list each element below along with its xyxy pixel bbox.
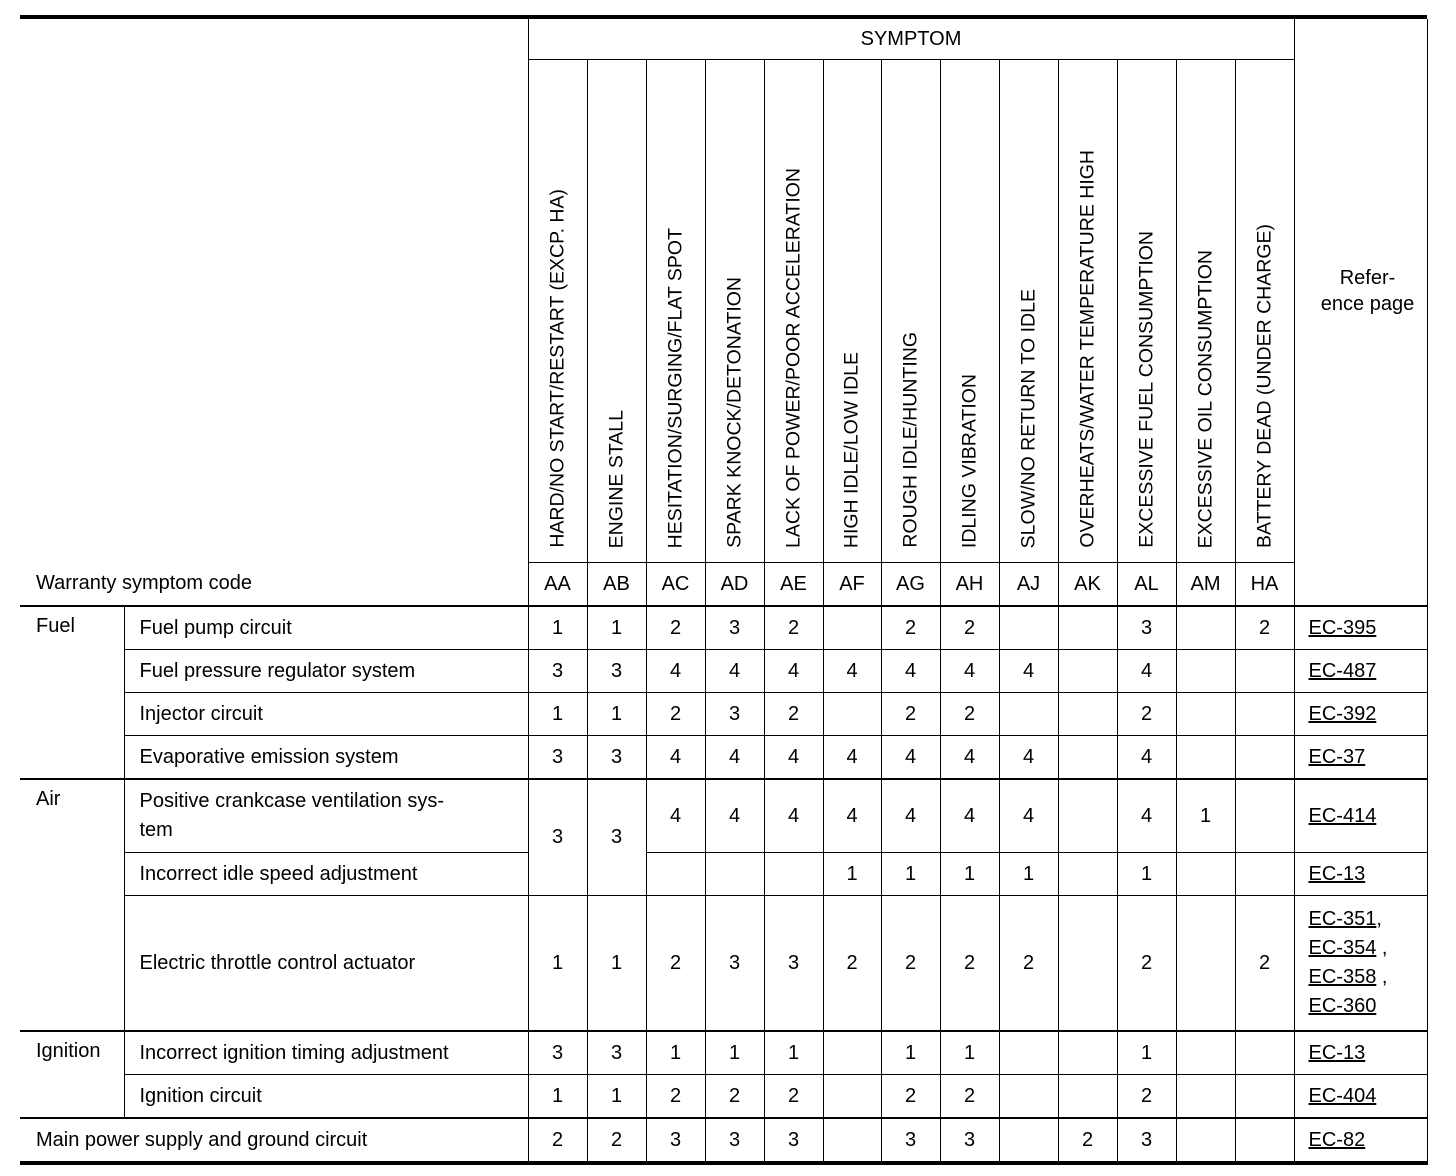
symptom-header: BATTERY DEAD (UNDER CHARGE) [1235, 60, 1294, 563]
matrix-cell [1176, 1118, 1235, 1163]
reference-link[interactable]: EC-82 [1308, 1128, 1366, 1151]
matrix-cell: 4 [646, 779, 705, 853]
matrix-cell: 4 [764, 736, 823, 780]
matrix-cell [1058, 650, 1117, 693]
matrix-cell [999, 1075, 1058, 1119]
symptom-header: EXCESSIVE FUEL CONSUMPTION [1117, 60, 1176, 563]
warranty-code: AA [528, 563, 587, 607]
row-item: Evaporative emission system [124, 736, 528, 780]
group-label-air: Air [20, 779, 124, 1031]
matrix-cell: 2 [1235, 896, 1294, 1032]
reference-link[interactable]: EC-360 [1308, 995, 1377, 1017]
warranty-code: AK [1058, 563, 1117, 607]
reference-link[interactable]: EC-358 [1308, 966, 1377, 988]
matrix-cell: 2 [1117, 1075, 1176, 1119]
matrix-cell [1176, 896, 1235, 1032]
reference-link[interactable]: EC-13 [1308, 862, 1366, 885]
matrix-cell [1058, 896, 1117, 1032]
matrix-cell: 3 [1117, 1118, 1176, 1163]
row-item: Incorrect ignition timing adjustment [124, 1031, 528, 1075]
reference-link[interactable]: EC-404 [1308, 1084, 1377, 1107]
matrix-cell [1176, 693, 1235, 736]
matrix-cell: 3 [528, 736, 587, 780]
matrix-cell [764, 853, 823, 896]
reference-page-header [1294, 19, 1427, 563]
warranty-code: AD [705, 563, 764, 607]
matrix-cell: 3 [705, 606, 764, 650]
matrix-cell: 4 [999, 650, 1058, 693]
row-item: Fuel pressure regulator system [124, 650, 528, 693]
matrix-cell: 2 [823, 896, 881, 1032]
matrix-cell [1176, 1031, 1235, 1075]
warranty-code: HA [1235, 563, 1294, 607]
matrix-cell: 2 [646, 896, 705, 1032]
matrix-cell: 3 [881, 1118, 940, 1163]
symptom-header: HIGH IDLE/LOW IDLE [823, 60, 881, 563]
matrix-cell [1235, 1118, 1294, 1163]
matrix-cell: 2 [940, 693, 999, 736]
matrix-cell: 1 [999, 853, 1058, 896]
matrix-cell: 3 [940, 1118, 999, 1163]
matrix-cell: 4 [823, 650, 881, 693]
matrix-cell: 2 [646, 693, 705, 736]
row-item: Electric throttle control actuator [124, 896, 528, 1032]
matrix-cell: 3 [764, 896, 823, 1032]
matrix-cell: 4 [1117, 650, 1176, 693]
matrix-cell [1176, 853, 1235, 896]
matrix-cell: 2 [764, 1075, 823, 1119]
matrix-cell: 3 [646, 1118, 705, 1163]
matrix-cell [823, 1031, 881, 1075]
group-label-ignition: Ignition [20, 1031, 124, 1118]
matrix-cell [1235, 736, 1294, 780]
symptom-header: ENGINE STALL [587, 60, 646, 563]
header-blank [20, 19, 528, 563]
matrix-cell: 1 [1117, 853, 1176, 896]
matrix-cell [1235, 779, 1294, 853]
matrix-cell: 2 [764, 606, 823, 650]
matrix-cell: 3 [705, 896, 764, 1032]
row-item: Incorrect idle speed adjustment [124, 853, 528, 896]
warranty-code: AC [646, 563, 705, 607]
symptom-header: EXCESSIVE OIL CONSUMPTION [1176, 60, 1235, 563]
warranty-code: AH [940, 563, 999, 607]
matrix-cell: 4 [881, 650, 940, 693]
matrix-cell: 2 [881, 896, 940, 1032]
matrix-cell: 4 [881, 736, 940, 780]
warranty-code-label: Warranty symptom code [20, 563, 528, 607]
row-item: Injector circuit [124, 693, 528, 736]
matrix-cell: 2 [764, 693, 823, 736]
matrix-cell [999, 606, 1058, 650]
matrix-cell: 4 [1117, 779, 1176, 853]
matrix-cell: 2 [881, 606, 940, 650]
matrix-cell: 1 [881, 853, 940, 896]
warranty-code: AB [587, 563, 646, 607]
symptom-title: SYMPTOM [528, 19, 1294, 60]
matrix-cell: 2 [646, 1075, 705, 1119]
matrix-cell [999, 1118, 1058, 1163]
symptom-header: HESITATION/SURGING/FLAT SPOT [646, 60, 705, 563]
matrix-cell: 1 [881, 1031, 940, 1075]
reference-link[interactable]: EC-392 [1308, 702, 1377, 725]
matrix-cell [999, 1031, 1058, 1075]
matrix-cell [1176, 606, 1235, 650]
matrix-cell [1058, 736, 1117, 780]
matrix-cell: 4 [881, 779, 940, 853]
row-item-line2: tem [139, 819, 173, 841]
matrix-cell: 4 [705, 779, 764, 853]
matrix-cell [823, 1118, 881, 1163]
reference-link[interactable]: EC-414 [1308, 804, 1377, 827]
matrix-cell [1058, 1031, 1117, 1075]
matrix-cell: 4 [999, 736, 1058, 780]
matrix-cell: 1 [940, 1031, 999, 1075]
reference-link[interactable]: EC-37 [1308, 745, 1366, 768]
matrix-cell: 4 [764, 650, 823, 693]
matrix-cell: 4 [705, 736, 764, 780]
matrix-cell: 1 [940, 853, 999, 896]
symptom-header: ROUGH IDLE/HUNTING [881, 60, 940, 563]
matrix-cell [1058, 693, 1117, 736]
reference-link[interactable]: EC-487 [1308, 659, 1377, 682]
matrix-cell: 4 [940, 736, 999, 780]
matrix-cell: 3 [587, 736, 646, 780]
matrix-cell: 4 [705, 650, 764, 693]
reference-link-group: EC-351, EC-354 , EC-358 , EC-360 [1294, 896, 1427, 1032]
row-item: Ignition circuit [124, 1075, 528, 1119]
matrix-cell: 4 [940, 779, 999, 853]
matrix-cell: 3 [705, 693, 764, 736]
matrix-cell: 2 [940, 606, 999, 650]
symptom-header: SLOW/NO RETURN TO IDLE [999, 60, 1058, 563]
matrix-cell: 4 [823, 736, 881, 780]
matrix-cell [823, 693, 881, 736]
reference-link[interactable]: EC-354 [1308, 937, 1377, 959]
reference-link[interactable]: EC-13 [1308, 1041, 1366, 1064]
matrix-cell: 1 [823, 853, 881, 896]
matrix-cell: 2 [1058, 1118, 1117, 1163]
matrix-cell: 3 [587, 650, 646, 693]
matrix-cell: 2 [940, 1075, 999, 1119]
matrix-cell [1058, 606, 1117, 650]
matrix-cell: 1 [528, 693, 587, 736]
matrix-cell: 1 [587, 606, 646, 650]
matrix-cell [1235, 853, 1294, 896]
warranty-code: AE [764, 563, 823, 607]
matrix-cell [646, 853, 705, 896]
matrix-cell [823, 606, 881, 650]
matrix-cell [1176, 1075, 1235, 1119]
reference-link[interactable]: EC-351 [1308, 908, 1377, 930]
row-item-line1: Positive crankcase ventilation sys- [139, 790, 445, 812]
matrix-cell: 3 [764, 1118, 823, 1163]
matrix-cell: 4 [823, 779, 881, 853]
matrix-cell: 2 [940, 896, 999, 1032]
matrix-cell: 2 [1117, 896, 1176, 1032]
matrix-cell: 1 [528, 896, 587, 1032]
symptom-header: HARD/NO START/RESTART (EXCP. HA) [528, 60, 587, 563]
row-item: Fuel pump circuit [124, 606, 528, 650]
matrix-cell: 1 [764, 1031, 823, 1075]
matrix-cell: 1 [646, 1031, 705, 1075]
matrix-cell [1235, 1075, 1294, 1119]
reference-code-blank [1294, 563, 1427, 607]
symptom-matrix-sheet [20, 15, 1427, 1165]
matrix-cell: 1 [528, 606, 587, 650]
matrix-cell: 2 [881, 693, 940, 736]
matrix-cell: 1 [705, 1031, 764, 1075]
symptom-header: OVERHEATS/WATER TEMPERATURE HIGH [1058, 60, 1117, 563]
matrix-cell: 3 [1117, 606, 1176, 650]
matrix-cell: 1 [1176, 779, 1235, 853]
matrix-cell: 1 [587, 1075, 646, 1119]
matrix-cell [823, 1075, 881, 1119]
matrix-cell: 2 [1235, 606, 1294, 650]
matrix-cell [1058, 1075, 1117, 1119]
matrix-cell: 4 [940, 650, 999, 693]
warranty-code: AF [823, 563, 881, 607]
matrix-cell: 2 [528, 1118, 587, 1163]
matrix-cell: 4 [646, 650, 705, 693]
symptom-header: LACK OF POWER/POOR ACCELERATION [764, 60, 823, 563]
matrix-cell: 2 [999, 896, 1058, 1032]
matrix-cell [999, 693, 1058, 736]
matrix-cell: 2 [587, 1118, 646, 1163]
matrix-cell: 3 [705, 1118, 764, 1163]
warranty-code: AG [881, 563, 940, 607]
matrix-cell: 1 [587, 896, 646, 1032]
warranty-code: AM [1176, 563, 1235, 607]
matrix-cell: 1 [1117, 1031, 1176, 1075]
group-label-main-power: Main power supply and ground circuit [20, 1118, 528, 1163]
matrix-cell [1176, 650, 1235, 693]
matrix-cell: 2 [705, 1075, 764, 1119]
matrix-cell: 3 [528, 1031, 587, 1075]
reference-header-line2: ence page [1320, 292, 1415, 315]
matrix-cell: 4 [764, 779, 823, 853]
matrix-cell [1058, 779, 1117, 853]
matrix-cell: 3 [528, 650, 587, 693]
matrix-cell: 4 [646, 736, 705, 780]
matrix-cell [1058, 853, 1117, 896]
warranty-code: AJ [999, 563, 1058, 607]
matrix-cell [1176, 736, 1235, 780]
warranty-code: AL [1117, 563, 1176, 607]
matrix-cell: 4 [1117, 736, 1176, 780]
matrix-cell: 3 [587, 779, 646, 896]
matrix-cell: 2 [881, 1075, 940, 1119]
matrix-cell: 1 [528, 1075, 587, 1119]
group-label-fuel: Fuel [20, 606, 124, 779]
matrix-cell: 1 [587, 693, 646, 736]
symptom-header: IDLING VIBRATION [940, 60, 999, 563]
matrix-cell [1235, 1031, 1294, 1075]
matrix-cell: 4 [999, 779, 1058, 853]
matrix-cell: 3 [587, 1031, 646, 1075]
matrix-cell: 2 [1117, 693, 1176, 736]
matrix-cell [1235, 650, 1294, 693]
reference-link[interactable]: EC-395 [1308, 616, 1377, 639]
matrix-cell: 3 [528, 779, 587, 896]
matrix-cell [1235, 693, 1294, 736]
symptom-header: SPARK KNOCK/DETONATION [705, 60, 764, 563]
symptom-matrix-table [20, 15, 1428, 1165]
reference-header-line1: Refer- [1339, 266, 1396, 289]
matrix-cell: 2 [646, 606, 705, 650]
matrix-cell [705, 853, 764, 896]
row-item [124, 779, 528, 853]
